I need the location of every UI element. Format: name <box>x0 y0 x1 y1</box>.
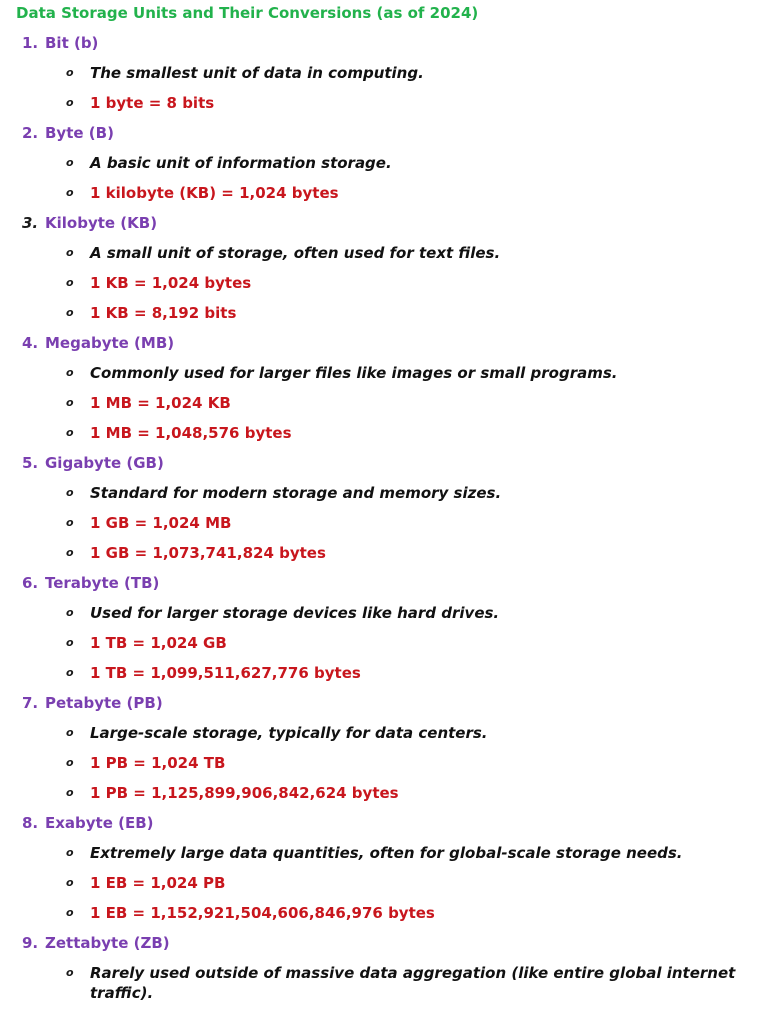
unit-conversion: 1 KB = 1,024 bytes <box>90 274 252 292</box>
unit-description: Extremely large data quantities, often for global-scale storage needs. <box>90 844 683 862</box>
bullet-icon: o <box>66 486 74 499</box>
unit-number: 3. <box>22 214 39 232</box>
bullet-icon: o <box>66 276 74 289</box>
bullet-icon: o <box>66 366 74 379</box>
unit-heading-exabyte <box>22 813 154 833</box>
unit-description: Rarely used outside of massive data aggregation (like entire global internet traffic). <box>90 964 736 1002</box>
bullet-icon: o <box>66 786 74 799</box>
list-item <box>66 603 746 623</box>
unit-description: Commonly used for larger files like images or small programs. <box>90 364 618 382</box>
list-item <box>66 783 746 803</box>
unit-description: Large-scale storage, typically for data centers. <box>90 724 488 742</box>
list-item <box>66 273 746 293</box>
unit-heading-petabyte <box>22 693 163 713</box>
bullet-icon: o <box>66 186 74 199</box>
unit-heading-megabyte <box>22 333 174 353</box>
bullet-icon: o <box>66 66 74 79</box>
unit-heading-bit <box>22 33 98 53</box>
bullet-icon: o <box>66 726 74 739</box>
list-item <box>66 153 746 173</box>
unit-label: Bit (b) <box>45 34 99 52</box>
unit-conversion: 1 TB = 1,024 GB <box>90 634 227 652</box>
unit-number: 6. <box>22 574 39 592</box>
unit-conversion: 1 EB = 1,152,921,504,606,846,976 bytes <box>90 904 435 922</box>
list-item <box>66 963 746 1003</box>
unit-conversion: 1 MB = 1,024 KB <box>90 394 231 412</box>
unit-description: Used for larger storage devices like hard drives. <box>90 604 500 622</box>
unit-conversion: 1 MB = 1,048,576 bytes <box>90 424 292 442</box>
bullet-icon: o <box>66 666 74 679</box>
list-item <box>66 93 746 113</box>
unit-conversion: 1 GB = 1,024 MB <box>90 514 232 532</box>
bullet-icon: o <box>66 546 74 559</box>
bullet-icon: o <box>66 426 74 439</box>
bullet-icon: o <box>66 906 74 919</box>
unit-label: Zettabyte (ZB) <box>45 934 170 952</box>
list-item <box>66 633 746 653</box>
list-item <box>66 423 746 443</box>
list-item <box>66 393 746 413</box>
list-item <box>66 483 746 503</box>
unit-description: A small unit of storage, often used for text files. <box>90 244 501 262</box>
list-item <box>66 873 746 893</box>
unit-label: Exabyte (EB) <box>45 814 154 832</box>
unit-description: A basic unit of information storage. <box>90 154 392 172</box>
bullet-icon: o <box>66 156 74 169</box>
bullet-icon: o <box>66 96 74 109</box>
bullet-icon: o <box>66 846 74 859</box>
unit-number: 1. <box>22 34 39 52</box>
bullet-icon: o <box>66 756 74 769</box>
unit-number: 8. <box>22 814 39 832</box>
list-item <box>66 543 746 563</box>
list-item <box>66 753 746 773</box>
bullet-icon: o <box>66 306 74 319</box>
unit-label: Petabyte (PB) <box>45 694 163 712</box>
list-item <box>66 513 746 533</box>
unit-number: 9. <box>22 934 39 952</box>
list-item <box>66 843 746 863</box>
bullet-icon: o <box>66 966 74 979</box>
unit-label: Gigabyte (GB) <box>45 454 164 472</box>
bullet-icon: o <box>66 246 74 259</box>
unit-number: 2. <box>22 124 39 142</box>
list-item <box>66 303 746 323</box>
unit-number: 4. <box>22 334 39 352</box>
unit-description: The smallest unit of data in computing. <box>90 64 424 82</box>
list-item <box>66 243 746 263</box>
list-item <box>66 663 746 683</box>
unit-heading-kilobyte <box>22 213 157 233</box>
unit-conversion: 1 KB = 8,192 bits <box>90 304 237 322</box>
unit-label: Byte (B) <box>45 124 114 142</box>
unit-conversion: 1 kilobyte (KB) = 1,024 bytes <box>90 184 339 202</box>
bullet-icon: o <box>66 516 74 529</box>
unit-heading-zettabyte <box>22 933 170 953</box>
list-item <box>66 903 746 923</box>
unit-conversion: 1 PB = 1,024 TB <box>90 754 226 772</box>
bullet-icon: o <box>66 396 74 409</box>
unit-number: 5. <box>22 454 39 472</box>
unit-heading-terabyte <box>22 573 159 593</box>
unit-conversion: 1 byte = 8 bits <box>90 94 215 112</box>
list-item <box>66 63 746 83</box>
unit-heading-gigabyte <box>22 453 164 473</box>
bullet-icon: o <box>66 636 74 649</box>
unit-number: 7. <box>22 694 39 712</box>
bullet-icon: o <box>66 876 74 889</box>
unit-conversion: 1 GB = 1,073,741,824 bytes <box>90 544 326 562</box>
list-item <box>66 183 746 203</box>
unit-heading-byte <box>22 123 114 143</box>
unit-conversion: 1 TB = 1,099,511,627,776 bytes <box>90 664 361 682</box>
page-title: Data Storage Units and Their Conversions (as of 2024) <box>16 4 479 22</box>
unit-label: Terabyte (TB) <box>45 574 160 592</box>
unit-conversion: 1 PB = 1,125,899,906,842,624 bytes <box>90 784 399 802</box>
list-item <box>66 363 746 383</box>
bullet-icon: o <box>66 606 74 619</box>
unit-label: Kilobyte (KB) <box>45 214 158 232</box>
unit-conversion: 1 EB = 1,024 PB <box>90 874 226 892</box>
list-item <box>66 723 746 743</box>
unit-label: Megabyte (MB) <box>45 334 175 352</box>
unit-description: Standard for modern storage and memory sizes. <box>90 484 502 502</box>
